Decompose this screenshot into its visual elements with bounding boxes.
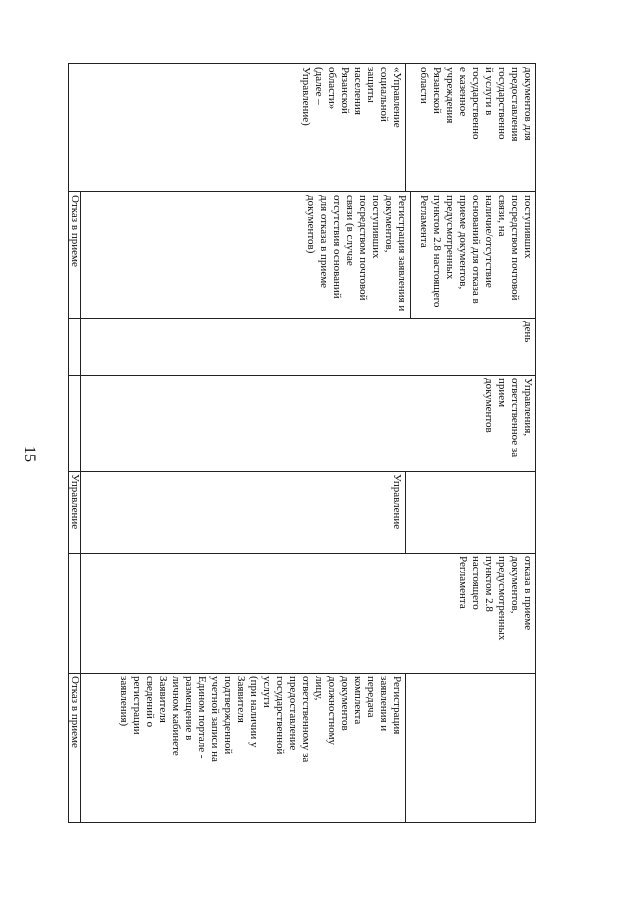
cell-col1-top: документов для предоставления государственно й услуги в государственно е казенное учреждения Рязанской области bbox=[418, 67, 534, 142]
page-number: 15 bbox=[21, 446, 38, 462]
cell-col3-top: день bbox=[522, 321, 534, 343]
cell-col7-mid: Регистрация заявления и передача комплекта документов должностному лицу, ответственному за предоставление государственной услуги (при наличии у Заявителя подтвержденной учетной записи на Едином портале - размещение в личном кабинете Заявителя сведений о регистрации заявления) bbox=[118, 676, 403, 763]
column-divider bbox=[68, 375, 536, 376]
column-divider bbox=[68, 553, 536, 554]
cell-col5-bottom: Управление bbox=[69, 474, 81, 530]
cell-col5-mid: Управление bbox=[391, 474, 403, 530]
row-divider bbox=[410, 191, 411, 318]
rotated-table bbox=[68, 63, 536, 823]
cell-col2-mid: Регистрация заявления и документов, поступивших посредством почтовой связи (в случае отсутствия оснований для отказа в приеме документов) bbox=[305, 195, 408, 312]
column-divider bbox=[68, 673, 536, 674]
row-divider bbox=[405, 471, 406, 553]
row-divider bbox=[405, 673, 406, 823]
cell-col7-bottom: Отказ в приеме bbox=[69, 676, 81, 748]
column-divider bbox=[68, 318, 536, 319]
cell-col1-bottom: «Управление социальной защиты населения Рязанской области» (далее – Управление) bbox=[300, 67, 403, 128]
cell-col2-top: поступивших посредством почтовой связи, на наличие/отсутствие оснований для отказа в приеме документов, предусмотренных пунктом 2.8 настоящего Регламента bbox=[418, 195, 534, 308]
column-divider bbox=[68, 191, 536, 192]
cell-col4-top: Управления, ответственное за прием документов bbox=[483, 378, 534, 458]
cell-col6-top: отказа в приеме документов, предусмотренных пунктом 2.8 настоящего Регламента bbox=[457, 556, 534, 641]
column-divider bbox=[68, 471, 536, 472]
row-divider bbox=[405, 63, 406, 191]
cell-col2-bottom: Отказ в приеме bbox=[69, 195, 81, 267]
